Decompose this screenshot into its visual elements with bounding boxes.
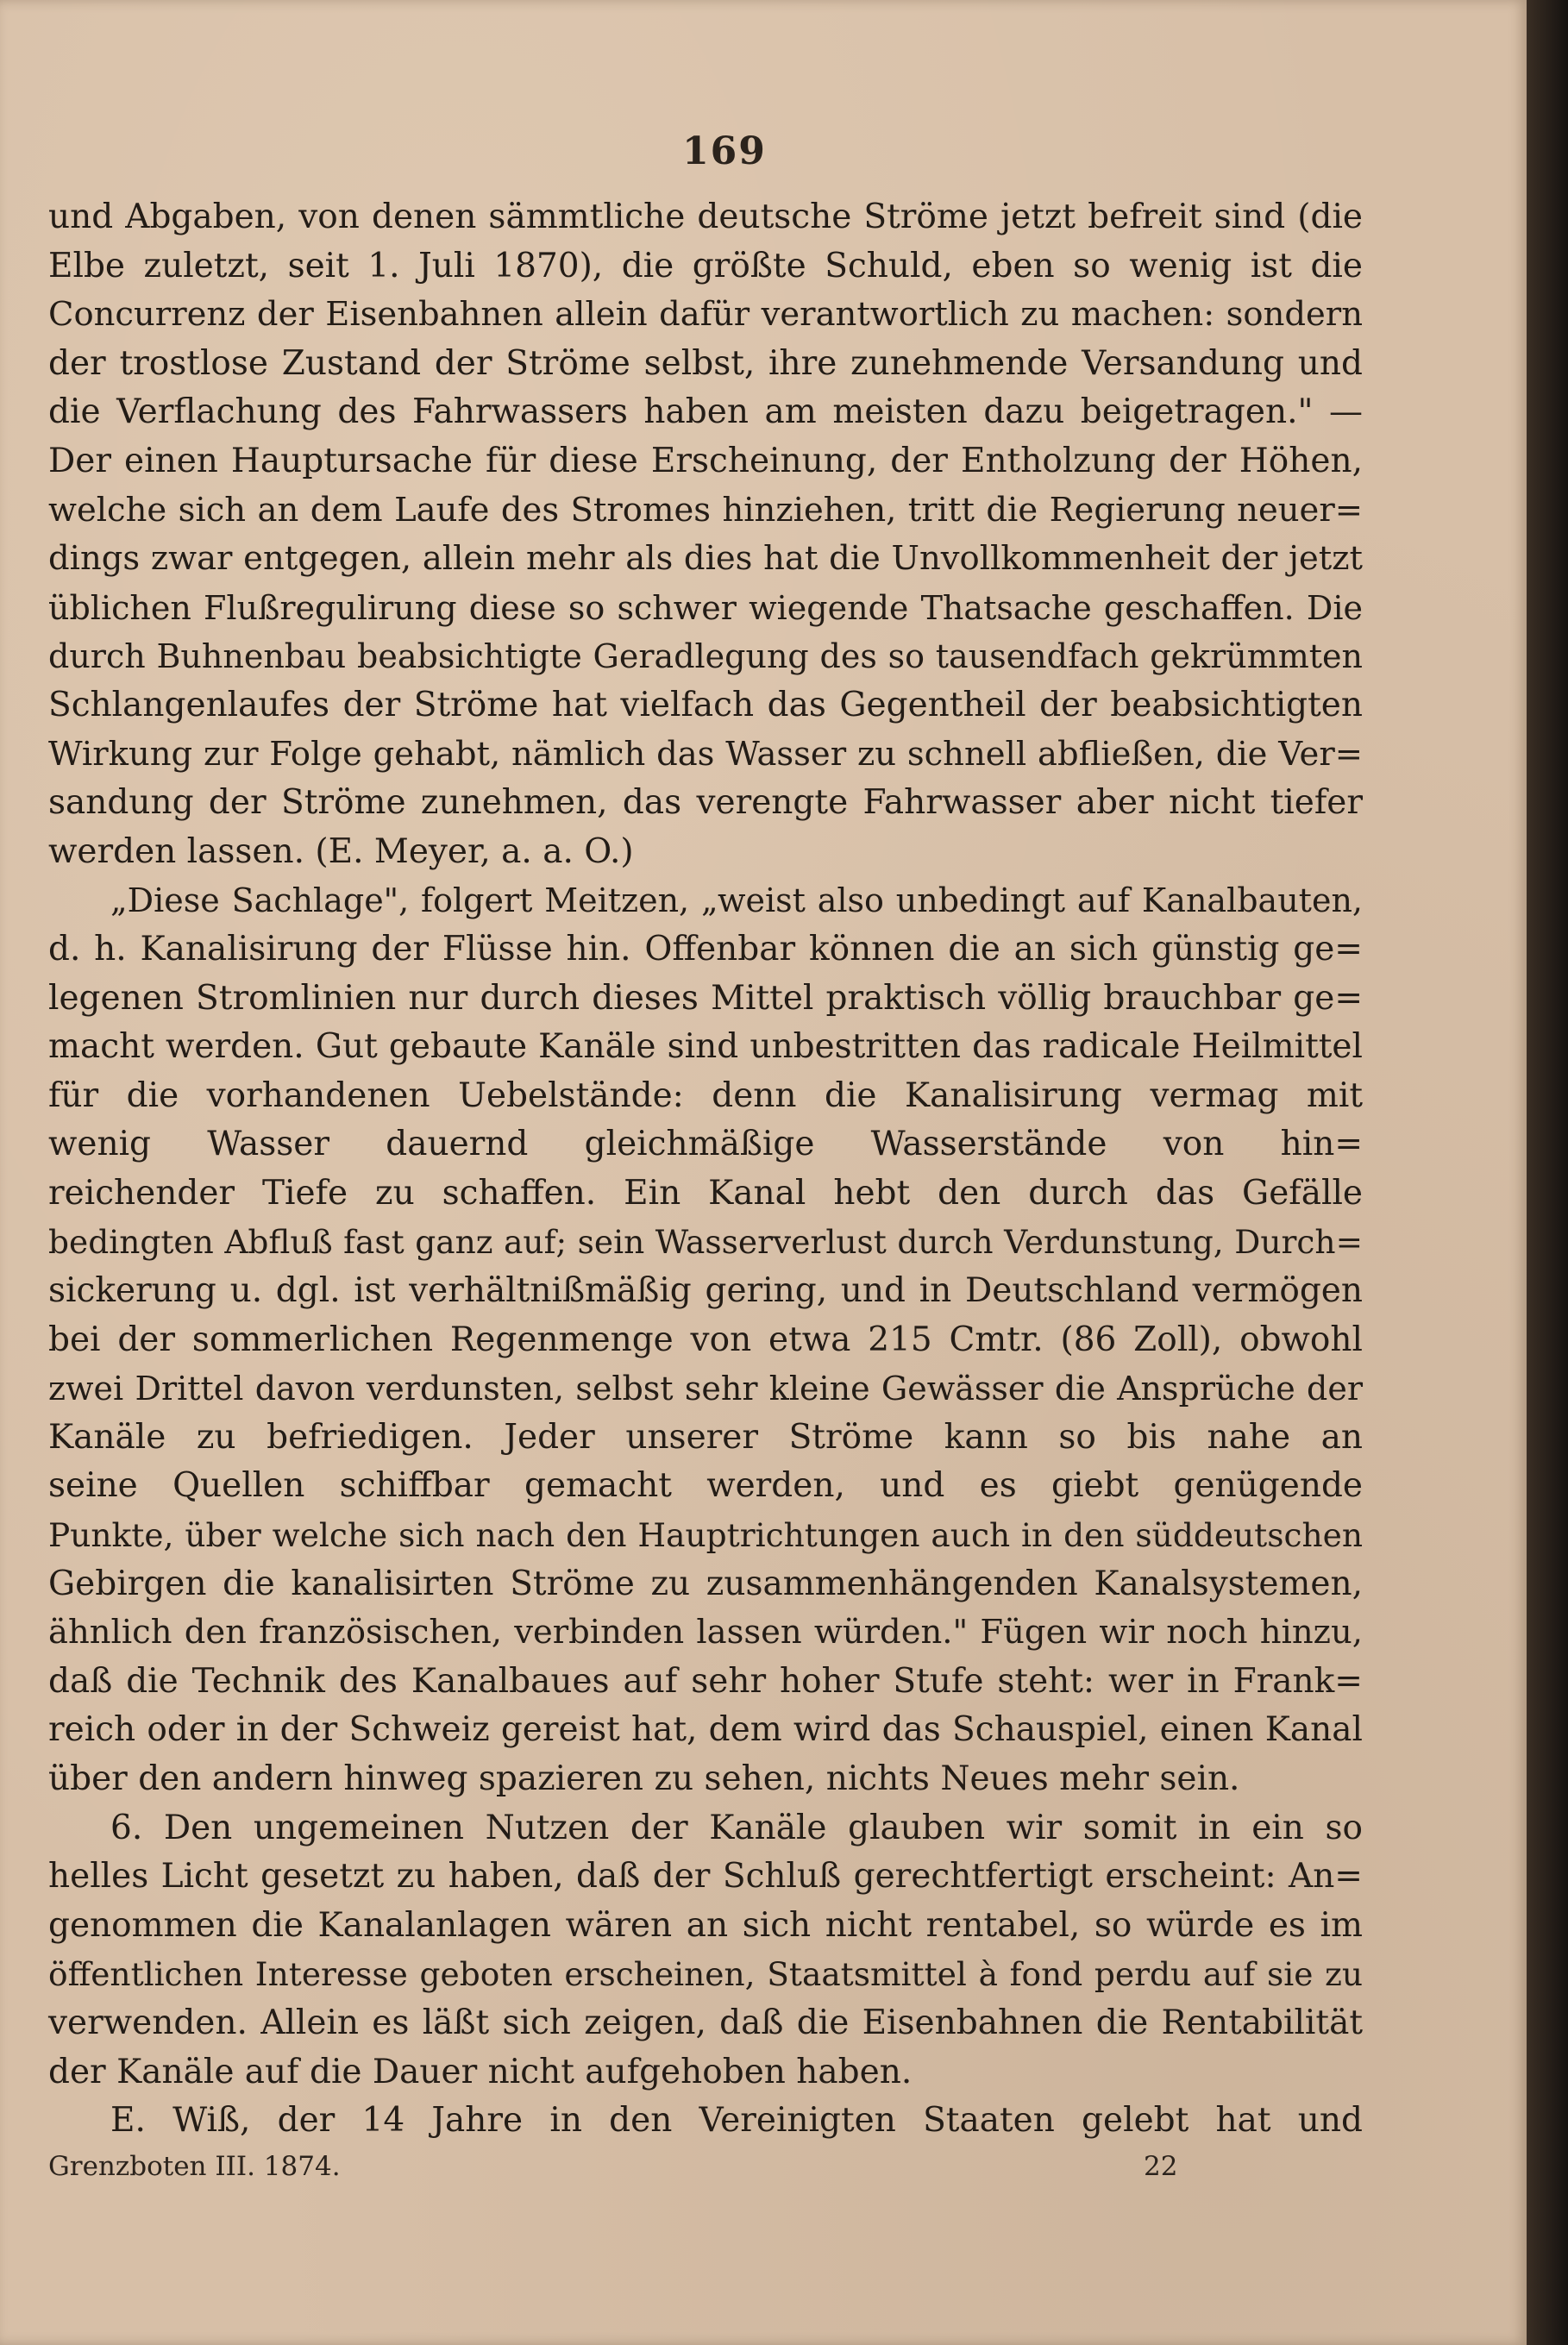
text-line: der trostlose Zustand der Ströme selbst, ihre zunehmende Versandung und bbox=[48, 343, 1363, 383]
sheet-number: 22 bbox=[1144, 2151, 1178, 2182]
book-edge bbox=[1527, 0, 1568, 2345]
text-line: bedingten Abfluß fast ganz auf; sein Wasserverlust durch Verdunstung, Durch= bbox=[48, 1223, 1363, 1262]
text-line: die Verflachung des Fahrwassers haben am meisten dazu beigetragen." — bbox=[48, 392, 1363, 432]
text-line: E. Wiß, der 14 Jahre in den Vereinigten Staaten gelebt hat und bbox=[110, 2101, 1363, 2141]
text-line: üblichen Flußregulirung diese so schwer wiegende Thatsache geschaffen. Die bbox=[48, 588, 1363, 627]
text-line: 6. Den ungemeinen Nutzen der Kanäle glauben wir somit in ein so bbox=[110, 1808, 1363, 1847]
text-line: d. h. Kanalisirung der Flüsse hin. Offenbar können die an sich günstig ge= bbox=[48, 929, 1363, 969]
text-line: seine Quellen schiffbar gemacht werden, und es giebt genügende bbox=[48, 1466, 1363, 1506]
text-line: bei der sommerlichen Regenmenge von etwa 215 Cmtr. (86 Zoll), obwohl bbox=[48, 1320, 1363, 1359]
text-line: wenig Wasser dauernd gleichmäßige Wasserstände von hin= bbox=[48, 1125, 1363, 1164]
text-line: durch Buhnenbau beabsichtigte Geradlegung des so tausendfach gekrümmten bbox=[48, 637, 1363, 676]
body-text bbox=[48, 193, 1363, 2146]
text-line: verwenden. Allein es läßt sich zeigen, daß die Eisenbahnen die Rentabilität bbox=[48, 2003, 1363, 2042]
text-line: Schlangenlaufes der Ströme hat vielfach das Gegentheil der beabsichtigten bbox=[48, 685, 1363, 724]
text-line: Concurrenz der Eisenbahnen allein dafür verantwortlich zu machen: sondern bbox=[48, 295, 1363, 335]
text-line: Punkte, über welche sich nach den Hauptrichtungen auch in den süddeutschen bbox=[48, 1516, 1363, 1555]
text-line: helles Licht gesetzt zu haben, daß der Schluß gerechtfertigt erscheint: An= bbox=[48, 1857, 1363, 1897]
signature-mark: Grenzboten III. 1874. bbox=[48, 2151, 341, 2182]
text-line: Kanäle zu befriedigen. Jeder unserer Ströme kann so bis nahe an bbox=[48, 1417, 1363, 1457]
text-line: für die vorhandenen Uebelstände: denn die Kanalisirung vermag mit bbox=[48, 1075, 1363, 1115]
text-line: Wirkung zur Folge gehabt, nämlich das Wasser zu schnell abfließen, die Ver= bbox=[48, 734, 1363, 774]
text-line: „Diese Sachlage", folgert Meitzen, „weist also unbedingt auf Kanalbauten, bbox=[110, 881, 1363, 920]
text-line: Elbe zuletzt, seit 1. Juli 1870), die größte Schuld, eben so wenig ist die bbox=[48, 246, 1363, 285]
text-line: Gebirgen die kanalisirten Ströme zu zusammenhängenden Kanalsystemen, bbox=[48, 1564, 1363, 1603]
text-line: öffentlichen Interesse geboten erscheinen, Staatsmittel à fond perdu auf sie zu bbox=[48, 1955, 1363, 1994]
text-line: macht werden. Gut gebaute Kanäle sind unbestritten das radicale Heilmittel bbox=[48, 1027, 1363, 1067]
text-line: über den andern hinweg spazieren zu sehen, nichts Neues mehr sein. bbox=[48, 1759, 1240, 1798]
text-line: reich oder in der Schweiz gereist hat, dem wird das Schauspiel, einen Kanal bbox=[48, 1710, 1363, 1750]
text-line: ähnlich den französischen, verbinden lassen würden." Fügen wir noch hinzu, bbox=[48, 1613, 1363, 1652]
text-line: dings zwar entgegen, allein mehr als dies hat die Unvollkommenheit der jetzt bbox=[48, 539, 1363, 579]
text-line: daß die Technik des Kanalbaues auf sehr hoher Stufe steht: wer in Frank= bbox=[48, 1661, 1363, 1701]
text-line: und Abgaben, von denen sämmtliche deutsche Ströme jetzt befreit sind (die bbox=[48, 198, 1363, 236]
text-line: der Kanäle auf die Dauer nicht aufgehoben haben. bbox=[48, 2052, 913, 2091]
text-line: sandung der Ströme zunehmen, das verengte Fahrwasser aber nicht tiefer bbox=[48, 783, 1363, 823]
page-number: 169 bbox=[682, 129, 767, 173]
text-line: reichender Tiefe zu schaffen. Ein Kanal hebt den durch das Gefälle bbox=[48, 1173, 1363, 1213]
text-line: werden lassen. (E. Meyer, a. a. O.) bbox=[48, 831, 634, 871]
text-line: zwei Drittel davon verdunsten, selbst sehr kleine Gewässer die Ansprüche der bbox=[48, 1370, 1363, 1408]
text-line: welche sich an dem Laufe des Stromes hinziehen, tritt die Regierung neuer= bbox=[48, 490, 1363, 530]
text-line: sickerung u. dgl. ist verhältnißmäßig gering, und in Deutschland vermögen bbox=[48, 1271, 1363, 1311]
text-line: genommen die Kanalanlagen wären an sich nicht rentabel, so würde es im bbox=[48, 1905, 1363, 1945]
text-line: Der einen Hauptursache für diese Erscheinung, der Entholzung der Höhen, bbox=[48, 441, 1363, 480]
text-line: legenen Stromlinien nur durch dieses Mittel praktisch völlig brauchbar ge= bbox=[48, 978, 1363, 1018]
